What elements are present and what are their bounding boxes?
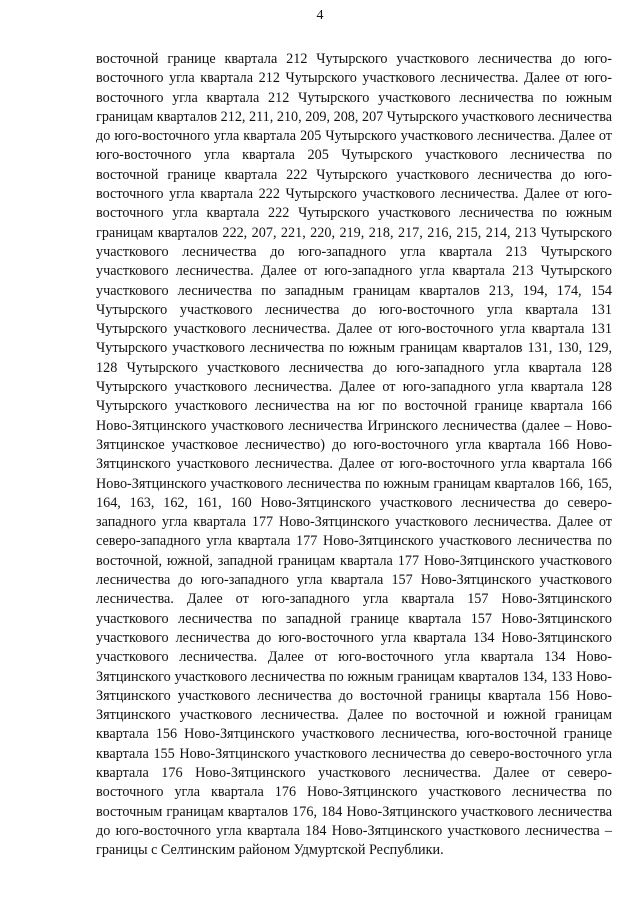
body-paragraph: восточной границе квартала 212 Чутырского участкового лесничества до юго-восточного угла квартала 212 Чутырского участкового лесничества. Далее от юго-восточного угла квартала 212 Чутырского участкового лесничества по южным границам кварталов 212, 211, 210, 209, 208, 207 Чутырского участкового лесничества до юго-восточного угла квартала 205 Чутырского участкового лесничества. Далее от юго-восточного угла квартала 205 Чутырского участкового лесничества по восточной границе квартала 222 Чутырского участкового лесничества до юго-восточного угла квартала 222 Чутырского участкового лесничества. Далее от юго-восточного угла квартала 222 Чутырского участкового лесничества по южным границам кварталов 222, 207, 221, 220, 219, 218, 217, 216, 215, 214, 213 Чутырского участкового лесничества до юго-западного угла квартала 213 Чутырского участкового лесничества. Далее от юго-западного угла квартала 213 Чутырского участкового лесничества по западным границам кварталов 213, 194, 174, 154 Чутырского участкового лесничества до юго-восточного угла квартала 131 Чутырского участкового лесничества. Далее от юго-восточного угла квартала 131 Чутырского участкового лесничества по южным границам кварталов 131, 130, 129, 128 Чутырского участкового лесничества до юго-западного угла квартала 128 Чутырского участкового лесничества. Далее от юго-западного угла квартала 128 Чутырского участкового лесничества на юг по восточной границе квартала 166 Ново-Зятцинского участкового лесничества Игринского лесничества (далее – Ново-Зятцинское участковое лесничество) до юго-восточного угла квартала 166 Ново-Зятцинского участкового лесничества. Далее от юго-восточного угла квартала 166 Ново-Зятцинского участкового лесничества по южным границам кварталов 166, 165, 164, 163, 162, 161, 160 Ново-Зятцинского участкового лесничества до северо-западного угла квартала 177 Ново-Зятцинского участкового лесничества. Далее от северо-западного угла квартала 177 Ново-Зятцинского участкового лесничества по восточной, южной, западной границам квартала 177 Ново-Зятцинского участкового лесничества до юго-западного угла квартала 157 Ново-Зятцинского участкового лесничества. Далее от юго-западного угла квартала 157 Ново-Зятцинского участкового лесничества по западной границе квартала 157 Ново-Зятцинского участкового лесничества до юго-восточного угла квартала 134 Ново-Зятцинского участкового лесничества. Далее от юго-восточного угла квартала 134 Ново-Зятцинского участкового лесничества по южным границам кварталов 134, 133 Ново-Зятцинского участкового лесничества до восточной границы квартала 156 Ново-Зятцинского участкового лесничества. Далее по восточной и южной границам квартала 156 Ново-Зятцинского участкового лесничества, юго-восточной границе квартала 155 Ново-Зятцинского участкового лесничества до северо-восточного угла квартала 176 Ново-Зятцинского участкового лесничества. Далее от северо-восточного угла квартала 176 Ново-Зятцинского участкового лесничества по восточным границам кварталов 176, 184 Ново-Зятцинского участкового лесничества до юго-восточного угла квартала 184 Ново-Зятцинского участкового лесничества – границы с Селтинским районом Удмуртской Республики. [96, 51, 613, 859]
page-number: 4 [316, 8, 324, 23]
